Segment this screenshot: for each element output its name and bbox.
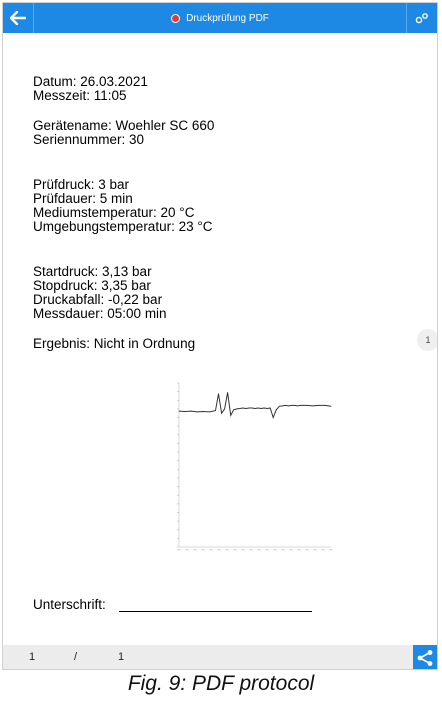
medium-temperature-text: Mediumstemperatur: 20 °C <box>33 205 195 220</box>
x-tick <box>202 549 205 550</box>
x-tick <box>194 549 197 550</box>
app-window <box>2 2 438 670</box>
data-point <box>325 405 326 406</box>
pressure-series-line <box>179 393 331 418</box>
share-button[interactable] <box>413 645 437 670</box>
app-bar <box>3 3 437 33</box>
data-point <box>294 405 295 406</box>
data-point <box>306 405 307 406</box>
data-point <box>285 405 286 406</box>
data-point <box>282 405 283 406</box>
x-tick <box>330 549 333 550</box>
back-arrow-icon <box>10 11 26 25</box>
data-point <box>215 410 216 411</box>
data-point <box>249 408 250 409</box>
data-point <box>179 411 180 412</box>
start-pressure-text: Startdruck: 3,13 bar <box>33 264 152 279</box>
data-point <box>230 415 231 416</box>
data-point <box>264 408 265 409</box>
x-tick <box>314 549 317 550</box>
x-tick <box>210 549 213 550</box>
data-point <box>255 408 256 409</box>
share-icon <box>416 649 434 667</box>
data-point <box>300 405 301 406</box>
page-number-badge[interactable]: 1 <box>417 329 438 351</box>
data-point <box>276 409 277 410</box>
x-tick <box>250 549 253 550</box>
data-point <box>209 412 210 413</box>
x-tick <box>298 549 301 550</box>
pdf-document[interactable] <box>3 33 437 645</box>
result-text: Ergebnis: Nicht in Ordnung <box>33 336 196 351</box>
data-point <box>279 406 280 407</box>
data-point <box>258 408 259 409</box>
data-point <box>312 405 313 406</box>
data-point <box>288 405 289 406</box>
data-point <box>318 405 319 406</box>
data-point <box>239 408 240 409</box>
signature-line <box>119 611 312 612</box>
page-separator: / <box>74 651 78 663</box>
data-point <box>267 408 268 409</box>
x-tick <box>234 549 237 550</box>
settings-button[interactable] <box>406 3 437 33</box>
data-point <box>221 413 222 414</box>
measure-duration-text: Messdauer: 05:00 min <box>33 306 167 321</box>
data-point <box>191 411 192 412</box>
current-page: 1 <box>29 651 36 663</box>
x-tick <box>178 549 181 550</box>
app-title-text: Druckprüfung PDF <box>186 12 269 24</box>
data-point <box>297 405 298 406</box>
pressure-points <box>179 392 332 418</box>
x-tick <box>274 549 277 550</box>
ambient-temperature-text: Umgebungstemperatur: 23 °C <box>33 219 213 234</box>
data-point <box>242 408 243 409</box>
settings-icon <box>415 12 429 24</box>
data-point <box>273 417 274 418</box>
pressure-chart <box>171 377 335 553</box>
stop-pressure-text: Stopdruck: 3,35 bar <box>33 278 151 293</box>
data-point <box>218 393 219 394</box>
data-point <box>197 412 198 413</box>
test-duration-text: Prüfdauer: 5 min <box>33 191 133 206</box>
figure-caption: Fig. 9: PDF protocol <box>127 672 315 695</box>
device-name-text: Gerätename: Woehler SC 660 <box>33 118 215 133</box>
data-point <box>252 408 253 409</box>
x-tick <box>306 549 309 550</box>
data-point <box>233 409 234 410</box>
signature-label: Unterschrift: <box>33 597 106 612</box>
data-point <box>245 408 246 409</box>
data-point <box>203 411 204 412</box>
data-point <box>185 411 186 412</box>
x-tick <box>218 549 221 550</box>
x-tick <box>242 549 245 550</box>
x-tick <box>186 549 189 550</box>
data-point <box>236 408 237 409</box>
data-point <box>261 408 262 409</box>
x-tick <box>290 549 293 550</box>
x-tick <box>258 549 261 550</box>
app-title <box>33 3 407 33</box>
serial-number-text: Seriennummer: 30 <box>33 132 145 147</box>
x-axis-ticks <box>178 549 333 550</box>
pressure-drop-text: Druckabfall: -0,22 bar <box>33 292 163 307</box>
pager-bar <box>3 645 437 670</box>
time-text: Messzeit: 11:05 <box>33 88 127 103</box>
data-point <box>224 408 225 409</box>
x-tick <box>266 549 269 550</box>
record-indicator-icon <box>171 14 180 23</box>
back-button[interactable] <box>3 3 34 33</box>
data-point <box>291 405 292 406</box>
data-point <box>270 408 271 409</box>
data-point <box>331 406 332 407</box>
test-pressure-text: Prüfdruck: 3 bar <box>33 177 130 192</box>
x-tick <box>226 549 229 550</box>
x-tick <box>282 549 285 550</box>
x-tick <box>322 549 325 550</box>
date-text: Datum: 26.03.2021 <box>33 74 148 89</box>
data-point <box>227 392 228 393</box>
total-pages: 1 <box>118 651 125 663</box>
